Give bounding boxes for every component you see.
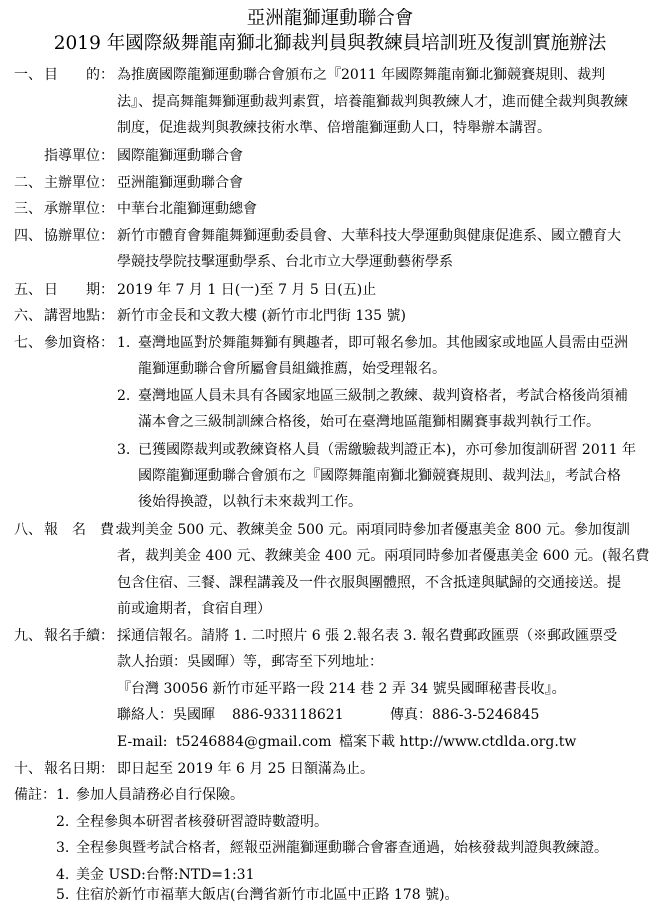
mailing-address: 『台灣 30056 新竹市延平路一段 214 巷 2 弄 34 號吳國暉秘書長收』。 — [117, 681, 566, 697]
section-8-number: 八、 — [14, 522, 42, 538]
section-7-item-1-line-2: 龍獅運動聯合會所屬會員組織推薦，始受理報名。 — [138, 361, 446, 377]
section-4-line-2: 學競技學院技擊運動學系、台北市立大學運動藝術學系 — [117, 254, 453, 270]
section-4-number: 四、 — [14, 228, 42, 244]
note-3-number: 3. — [56, 840, 70, 856]
section-1-line-2: 法』、提高舞龍舞獅運動裁判素質，培養龍獅裁判與教練人才，進而健全裁判與教練 — [117, 94, 628, 110]
section-8-line-4: 前或逾期者，食宿自理） — [117, 601, 271, 617]
section-3-value: 中華台北龍獅運動總會 — [117, 201, 257, 217]
section-7-number: 七、 — [14, 335, 42, 351]
section-10-label: 報名日期： — [44, 761, 114, 777]
section-6-label: 講習地點： — [44, 308, 114, 324]
section-5-number: 五、 — [14, 282, 42, 298]
section-9-number: 九、 — [14, 628, 42, 644]
section-7-item-2-line-2: 滿本會之三級制訓練合格後，始可在臺灣地區龍獅相關賽事裁判執行工作。 — [138, 414, 600, 430]
note-5-text: 住宿於新竹市福華大飯店(台灣省新竹市北區中正路 178 號)。 — [76, 887, 459, 903]
contact-person: 聯絡人：吳國暉 — [117, 707, 215, 723]
section-2-number: 二、 — [14, 175, 42, 191]
note-4-text: 美金 USD:台幣:NTD=1:31 — [76, 867, 255, 883]
section-2-label: 主辦單位： — [44, 175, 114, 191]
section-9-label: 報名手續： — [44, 628, 114, 644]
document-subtitle: 2019 年國際級舞龍南獅北獅裁判員與教練員培訓班及復訓實施辦法 — [53, 33, 607, 54]
contact-fax: 傳真：886-3-5246845 — [390, 707, 540, 723]
note-2-number: 2. — [56, 814, 70, 830]
section-8-line-3: 包含住宿、三餐、課程講義及一件衣服與團體照，不含抵達與賦歸的交通接送。提 — [117, 575, 621, 591]
email-address[interactable]: t5246884@gmail.com — [176, 734, 332, 750]
download-link[interactable]: 檔案下載 http://www.ctdlda.org.tw — [339, 734, 577, 750]
section-6-number: 六、 — [14, 308, 42, 324]
note-2-text: 全程參與本研習者核發研習證時數證明。 — [76, 814, 328, 830]
section-7-item-1-line-1: 臺灣地區對於舞龍舞獅有興趣者，即可報名參加。其他國家或地區人員需由亞洲 — [138, 335, 628, 351]
section-7-item-3-number: 3. — [117, 442, 131, 458]
section-4-line-1: 新竹市體育會舞龍舞獅運動委員會、大華科技大學運動與健康促進系、國立體育大 — [117, 228, 621, 244]
section-1-line-1: 為推廣國際龍獅運動聯合會頒布之『2011 年國際舞龍南獅北獅競賽規則、裁判 — [117, 67, 606, 83]
section-1-number: 一、 — [14, 67, 42, 83]
notes-label: 備註： — [14, 787, 56, 803]
section-7-item-1-number: 1. — [117, 335, 131, 351]
section-7-item-3-line-2: 國際龍獅運動聯合會頒布之『國際舞龍南獅北獅競賽規則、裁判法』，考試合格 — [138, 468, 621, 484]
note-4-number: 4. — [56, 867, 70, 883]
note-5-number: 5. — [56, 887, 70, 903]
section-8-label: 報 名 費： — [44, 522, 128, 538]
section-1-line-3: 制度，促進裁判與教練技術水準、倍增龍獅運動人口，特舉辦本講習。 — [117, 120, 551, 136]
section-7-label: 參加資格： — [44, 335, 114, 351]
section-3-number: 三、 — [14, 201, 42, 217]
section-7-item-2-number: 2. — [117, 388, 131, 404]
guidance-unit-value: 國際龍獅運動聯合會 — [117, 148, 243, 164]
section-7-item-3-line-1: 已獲國際裁判或教練資格人員（需繳驗裁判證正本)，亦可參加復訓研習 2011 年 — [138, 442, 636, 458]
section-6-value: 新竹市金長和文教大樓 (新竹市北門街 135 號) — [117, 308, 406, 324]
section-5-label: 日 期： — [44, 282, 114, 298]
section-7-item-2-line-1: 臺灣地區人員未具有各國家地區三級制之教練、裁判資格者，考試合格後尚須補 — [138, 388, 628, 404]
section-10-number: 十、 — [14, 761, 42, 777]
section-10-value: 即日起至 2019 年 6 月 25 日額滿為止。 — [117, 761, 375, 777]
section-8-line-1: 裁判美金 500 元、教練美金 500 元。兩項同時參加者優惠美金 800 元。參加復訓 — [117, 522, 630, 538]
document-title: 亞洲龍獅運動聯合會 — [246, 8, 414, 29]
section-9-line-2: 款人抬頭：吳國暉）等，郵寄至下列地址： — [117, 654, 383, 670]
section-2-value: 亞洲龍獅運動聯合會 — [117, 175, 243, 191]
section-8-line-2: 者，裁判美金 400 元、教練美金 400 元。兩項同時參加者優惠美金 600 元。(報名費 — [117, 548, 650, 564]
email-label: E-mail: — [117, 734, 168, 750]
section-9-line-1: 採通信報名。請將 1. 二吋照片 6 張 2.報名表 3. 報名費郵政匯票（※郵政匯票受 — [117, 628, 618, 644]
section-4-label: 協辦單位： — [44, 228, 114, 244]
note-1-number: 1. — [56, 787, 70, 803]
section-1-label: 目 的： — [44, 67, 114, 83]
section-5-value: 2019 年 7 月 1 日(一)至 7 月 5 日(五)止 — [117, 282, 377, 298]
contact-phone: 886-933118621 — [232, 707, 344, 723]
note-1-text: 參加人員請務必自行保險。 — [76, 787, 244, 803]
note-3-text: 全程參與暨考試合格者，經報亞洲龍獅運動聯合會審查通過，始核發裁判證與教練證。 — [76, 840, 608, 856]
guidance-unit-label: 指導單位： — [44, 148, 114, 164]
section-7-item-3-line-3: 後始得換證，以執行未來裁判工作。 — [138, 494, 362, 510]
section-3-label: 承辦單位： — [44, 201, 114, 217]
